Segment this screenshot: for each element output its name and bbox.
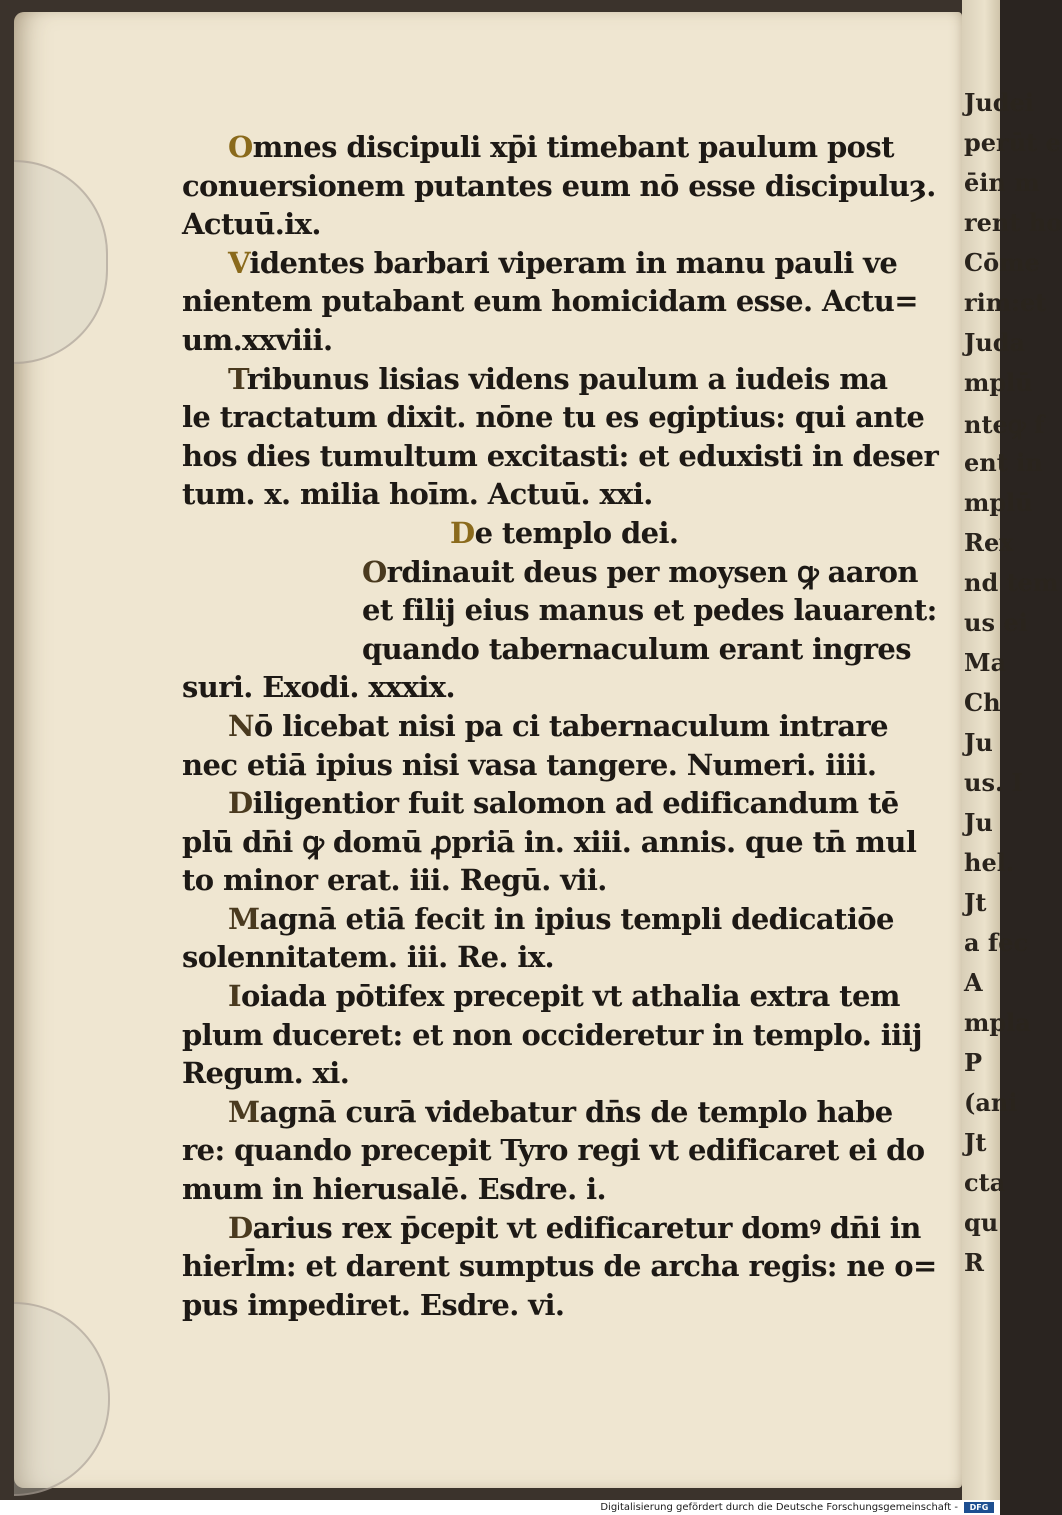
page-clip-bottom bbox=[14, 1302, 110, 1496]
initial-letter: O bbox=[228, 130, 253, 164]
initial-letter: D bbox=[228, 1210, 253, 1245]
page-text bbox=[182, 128, 939, 1324]
line-text: ribunus lisias videns paulum a iudeis ma bbox=[246, 361, 888, 396]
page-clip-top bbox=[14, 160, 108, 364]
line-text: agnā etiā fecit in ipius templi dedicatiōe bbox=[259, 901, 894, 936]
text-line bbox=[182, 784, 922, 823]
line-text: mum in hierusalē. Esdre. i. bbox=[182, 1172, 606, 1207]
line-text: nientem putabant eum homicidam esse. Actu= bbox=[182, 284, 918, 319]
text-line bbox=[182, 861, 922, 900]
facing-page-fragment: P bbox=[964, 1048, 983, 1077]
text-line bbox=[182, 591, 937, 630]
facing-page-fragment: (ani bbox=[964, 1088, 1018, 1117]
line-text: et filij eius manus et pedes lauarent: bbox=[362, 593, 937, 628]
text-line bbox=[182, 205, 922, 244]
text-line bbox=[182, 1170, 922, 1209]
line-text: mnes discipuli xp̄i timebant paulum post bbox=[252, 130, 894, 164]
line-text: arius rex p̄cepit vt edificaretur domꝰ dn̄i in bbox=[252, 1210, 921, 1245]
facing-page-fragment: cta bbox=[964, 1168, 1006, 1197]
text-line bbox=[182, 1209, 922, 1248]
facing-page-fragment: ent in bbox=[964, 448, 1043, 477]
text-line bbox=[182, 514, 922, 553]
text-line bbox=[182, 1054, 922, 1093]
text-line bbox=[182, 938, 922, 977]
line-text: to minor erat. iii. Regū. vii. bbox=[182, 863, 607, 898]
line-text: suri. Exodi. xxxix. bbox=[182, 670, 455, 705]
facing-page-fragment: mpla bbox=[964, 1008, 1031, 1037]
line-text: e templo dei. bbox=[474, 515, 679, 550]
text-line bbox=[182, 977, 922, 1016]
line-text: Actuū.ix. bbox=[182, 207, 321, 242]
initial-letter: M bbox=[228, 1094, 260, 1129]
facing-page-fragment: Judei bbox=[964, 88, 1034, 117]
text-line bbox=[182, 360, 922, 399]
text-line bbox=[182, 1286, 922, 1325]
line-text: pus impediret. Esdre. vi. bbox=[182, 1287, 565, 1322]
text-line bbox=[182, 707, 922, 746]
line-text: oiada pōtifex precepit vt athalia extra tem bbox=[240, 979, 900, 1014]
text-line bbox=[182, 321, 922, 360]
initial-letter: D bbox=[450, 515, 475, 550]
facing-page-fragment: Cōme bbox=[964, 248, 1040, 277]
text-line bbox=[182, 244, 922, 283]
initial-letter: O bbox=[362, 554, 387, 589]
text-line bbox=[182, 1016, 922, 1055]
text-line bbox=[182, 167, 936, 206]
text-line bbox=[182, 746, 922, 785]
line-text: conuersionem putantes eum nō esse discipuluȝ. bbox=[182, 168, 936, 203]
facing-page-fragment: mplū bbox=[964, 368, 1033, 397]
text-line bbox=[182, 1131, 925, 1170]
facing-page-fragment: hel. bbox=[964, 848, 1015, 877]
facing-page-fragment: us. I bbox=[964, 768, 1023, 797]
facing-page-fragment: nd tem bbox=[964, 568, 1059, 597]
text-line bbox=[182, 553, 922, 592]
text-line bbox=[182, 668, 922, 707]
facing-page-fragment: ēin m bbox=[964, 168, 1040, 197]
text-line bbox=[182, 900, 922, 939]
line-text: identes barbari viperam in manu pauli ve bbox=[249, 245, 898, 280]
dfg-logo: DFG bbox=[964, 1502, 994, 1513]
facing-page-fragment: us ei bbox=[964, 608, 1028, 637]
facing-page-fragment: Ma bbox=[964, 648, 1007, 677]
line-text: hierl̄m: et darent sumptus de archa regis: ne o= bbox=[182, 1249, 937, 1284]
line-text: um.xxviii. bbox=[182, 322, 333, 357]
line-text: rdinauit deus per moysen ꝙ aaron bbox=[386, 554, 918, 589]
facing-page-fragment: A bbox=[964, 968, 983, 997]
text-line bbox=[182, 282, 922, 321]
initial-letter: V bbox=[228, 245, 250, 280]
facing-page-fragment: Juda bbox=[964, 328, 1026, 357]
text-line bbox=[182, 437, 939, 476]
text-line bbox=[182, 823, 922, 862]
line-text: plum duceret: et non occideretur in templo. iiij bbox=[182, 1017, 922, 1052]
facing-page-fragment: Ch bbox=[964, 688, 1001, 717]
text-line bbox=[182, 128, 922, 167]
text-line bbox=[182, 1093, 922, 1132]
facing-page-fragment: Jt bbox=[964, 1128, 987, 1157]
line-text: plū dn̄i ꝙ domū ꝓpriā in. xiii. annis. que tn̄ mul bbox=[182, 824, 917, 859]
line-text: Regum. xi. bbox=[182, 1056, 350, 1091]
line-text: nec etiā ipius nisi vasa tangere. Numeri. iiii. bbox=[182, 747, 877, 782]
facing-page-fragment: Rex bbox=[964, 528, 1014, 557]
facing-page-edge bbox=[962, 0, 1062, 1500]
facing-page-fragment: mplū bbox=[964, 488, 1033, 517]
line-text: re: quando precepit Tyro regi vt edificaret ei do bbox=[182, 1133, 925, 1168]
facing-page-fragment: R bbox=[964, 1248, 984, 1277]
text-line bbox=[182, 630, 922, 669]
facing-page-fragment: Ju bbox=[964, 808, 993, 837]
line-text: ō licebat nisi pa ci tabernaculum intrare bbox=[253, 708, 888, 743]
initial-letter: N bbox=[228, 708, 254, 743]
line-text: agnā curā videbatur dn̄s de templo habe bbox=[259, 1094, 893, 1129]
line-text: hos dies tumultum excitasti: et eduxisti in deser bbox=[182, 438, 939, 473]
facing-page-fragment: a fec bbox=[964, 928, 1029, 957]
facing-page-fragment: perūt e bbox=[964, 128, 1061, 157]
facing-page-fragment: qu bbox=[964, 1208, 999, 1237]
text-line bbox=[182, 475, 922, 514]
text-line bbox=[182, 398, 925, 437]
facing-page-fragment: nteꝙ f bbox=[964, 410, 1045, 439]
initial-letter: T bbox=[228, 361, 247, 396]
initial-letter: M bbox=[228, 901, 260, 936]
line-text: le tractatum dixit. nōne tu es egiptius: qui ante bbox=[182, 400, 925, 435]
line-text: quando tabernaculum erant ingres bbox=[362, 631, 911, 666]
facing-page-fragment: Jt bbox=[964, 888, 987, 917]
initial-letter: I bbox=[228, 979, 241, 1014]
line-text: iligentior fuit salomon ad edificandum tē bbox=[252, 786, 899, 821]
digitization-credit: Digitalisierung gefördert durch die Deutsche Forschungsgemeinschaft - bbox=[600, 1502, 958, 1513]
facing-page-fragment: Ju bbox=[964, 728, 993, 757]
line-text: tum. x. milia hoīm. Actuū. xxi. bbox=[182, 477, 653, 512]
facing-page-fragment: rent ho bbox=[964, 208, 1062, 237]
line-text: solennitatem. iii. Re. ix. bbox=[182, 940, 555, 975]
initial-letter: D bbox=[228, 786, 253, 821]
facing-page-fragment: rim:et bbox=[964, 288, 1047, 317]
text-line bbox=[182, 1247, 937, 1286]
